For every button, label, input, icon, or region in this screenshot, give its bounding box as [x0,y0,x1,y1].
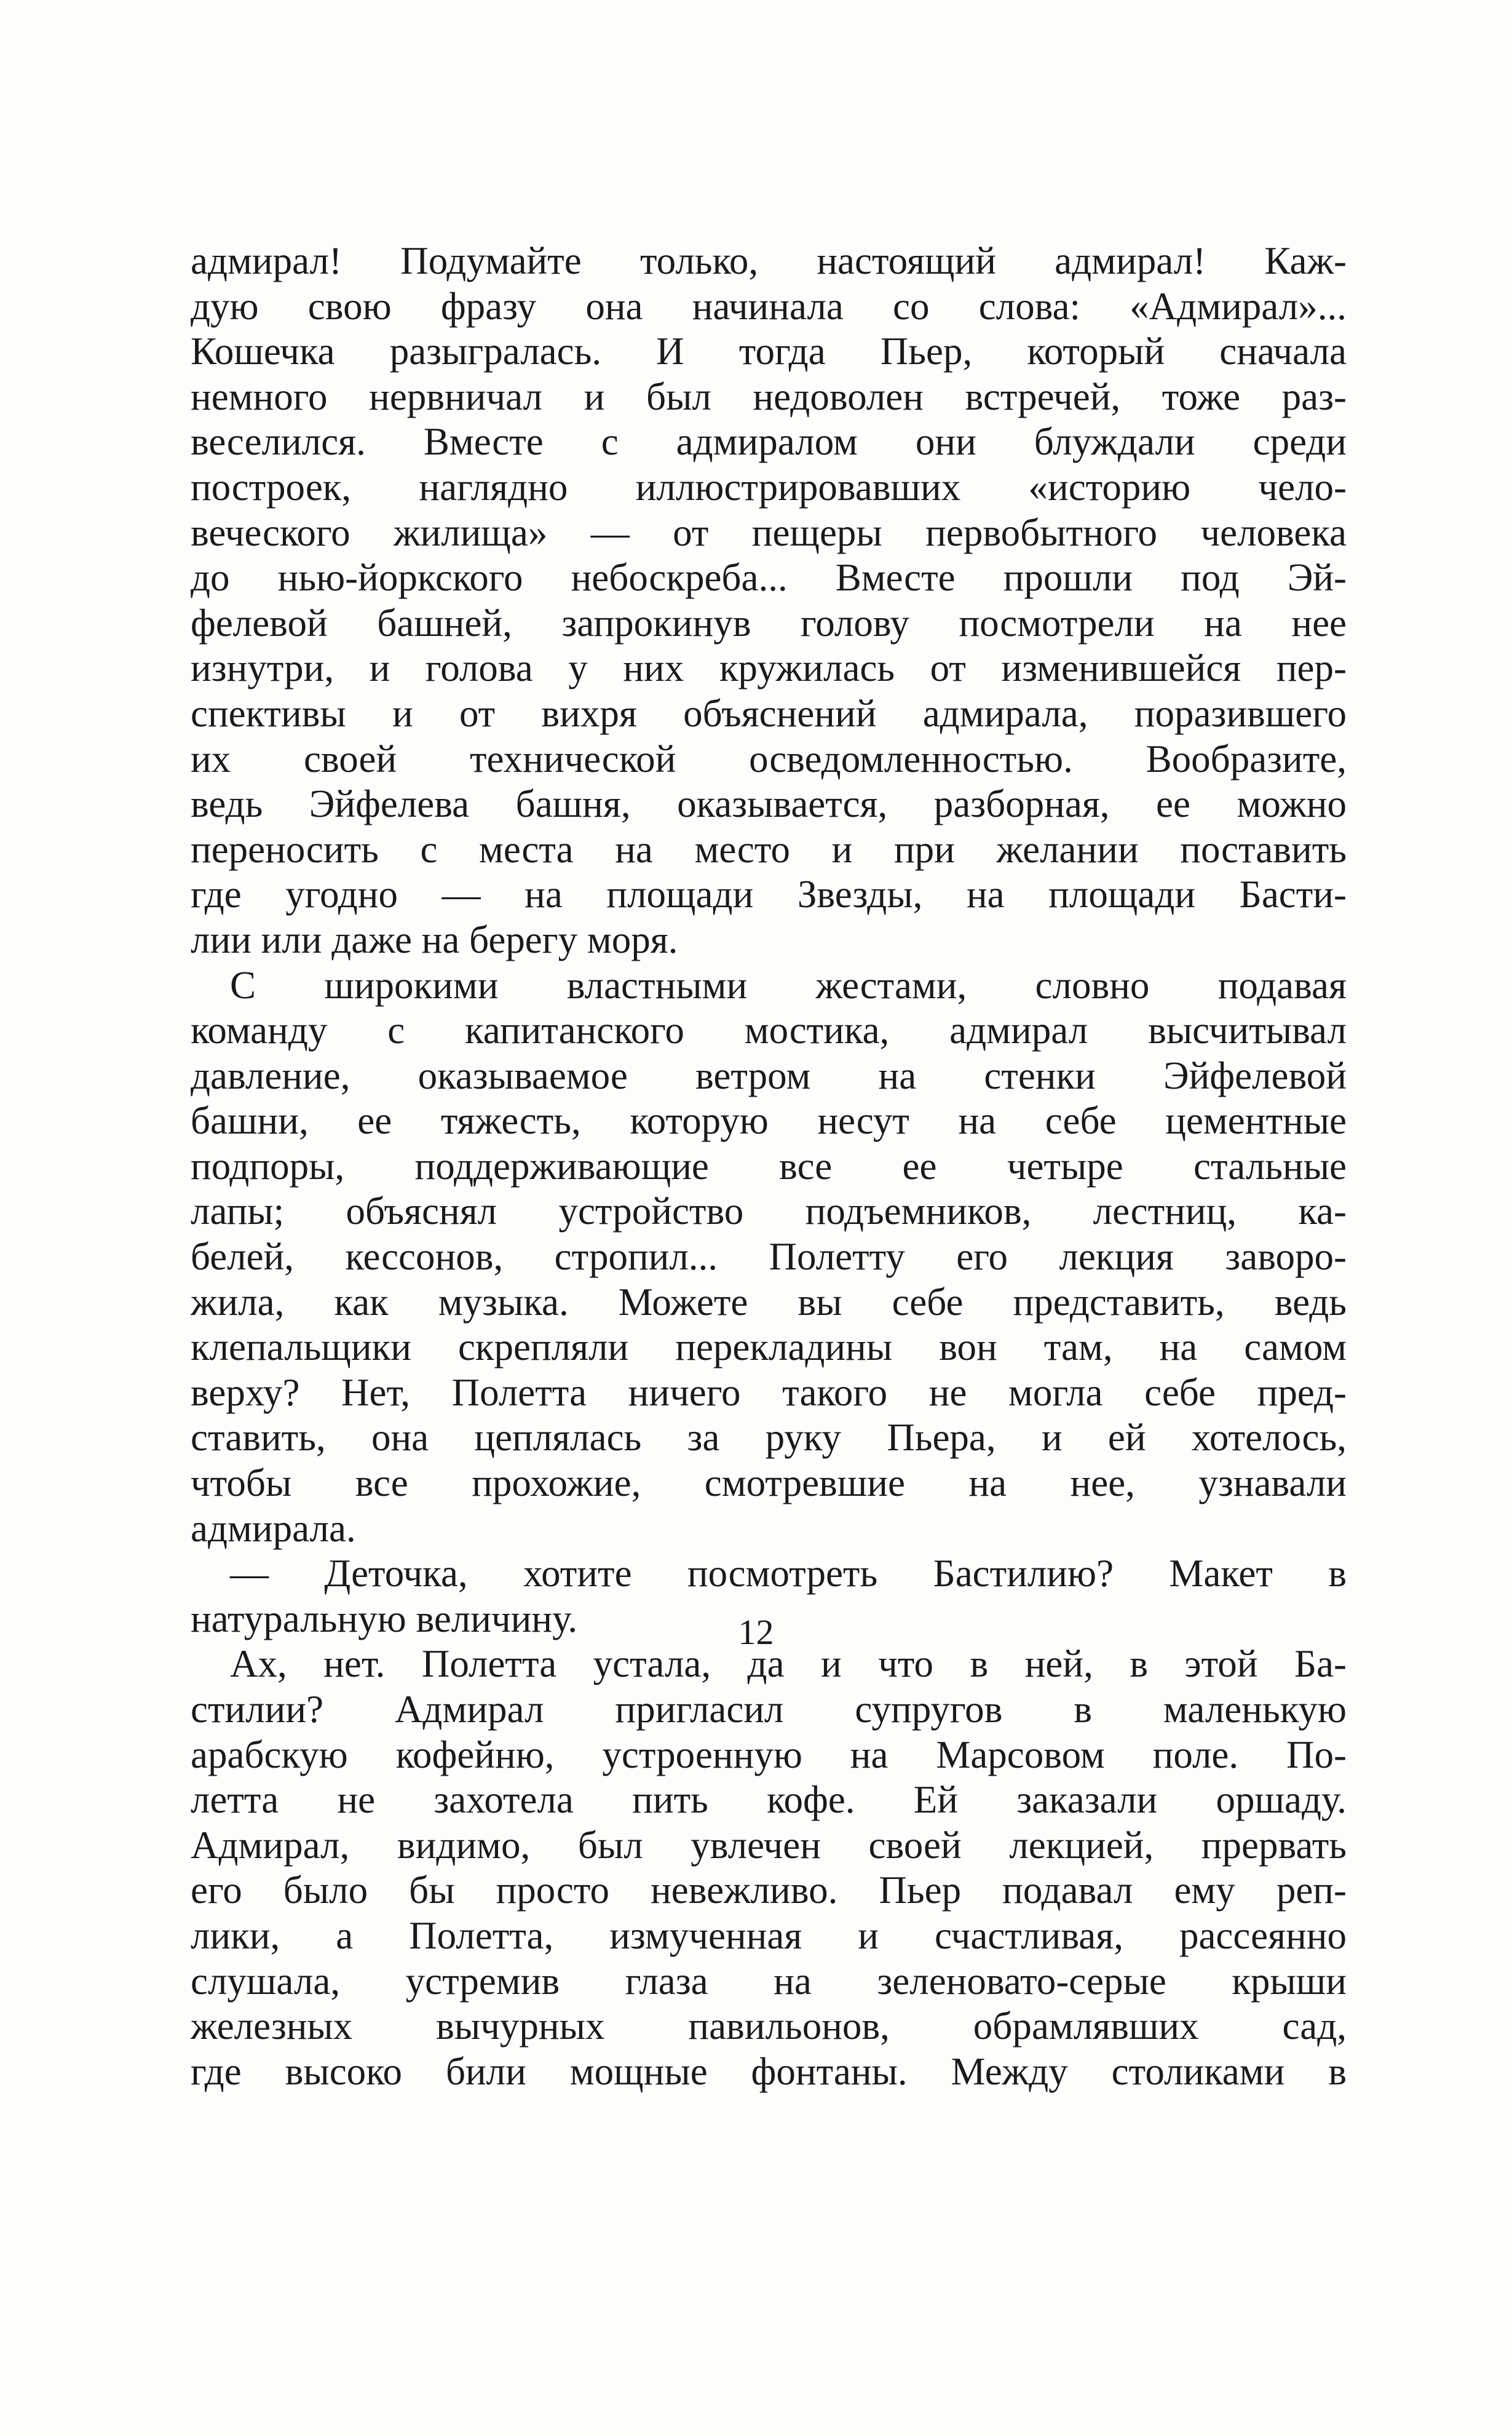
text-line: С широкими властными жестами, словно подавая [230,963,1347,1007]
text-line: ставить, она цеплялась за руку Пьера, и ей хотелось, [191,1416,1347,1460]
text-line: давление, оказываемое ветром на стенки Эйфелевой [191,1054,1347,1097]
text-line: летта не захотела пить кофе. Ей заказали оршаду. [191,1778,1347,1822]
page-number: 12 [738,1612,774,1652]
text-line: Кошечка разыгралась. И тогда Пьер, который сначала [191,330,1347,373]
text-line: где угодно — на площади Звезды, на площади Басти- [191,873,1347,916]
text-line: его было бы просто невежливо. Пьер подавал ему реп- [191,1869,1347,1912]
text-line: Адмирал, видимо, был увлечен своей лекцией, прервать [191,1823,1347,1867]
text-line: изнутри, и голова у них кружилась от изменившейся пер- [191,646,1347,690]
text-line: спективы и от вихря объяснений адмирала, поразившего [191,691,1347,735]
text-line: натуральную величину. [191,1597,578,1640]
text-line: лики, а Полетта, измученная и счастливая, рассеянно [191,1913,1347,1957]
text-line: до нью-йоркского небоскреба... Вместе прошли под Эй- [191,556,1347,600]
text-line: клепальщики скрепляли перекладины вон там, на самом [191,1325,1347,1369]
text-line: башни, ее тяжесть, которую несут на себе цементные [191,1099,1347,1143]
text-line: дую свою фразу она начинала со слова: «Адмирал»... [191,284,1347,328]
text-line: слушала, устремив глаза на зеленовато-серые крыши [191,1959,1347,2003]
text-line: арабскую кофейню, устроенную на Марсовом поле. По- [191,1733,1347,1776]
text-line: верху? Нет, Полетта ничего такого не могла себе пред- [191,1370,1347,1414]
text-line: подпоры, поддерживающие все ее четыре стальные [191,1144,1347,1188]
text-line: немного нервничал и был недоволен встречей, тоже раз- [191,375,1347,418]
text-line: переносить с места на место и при желании поставить [191,827,1347,871]
text-line: адмирал! Подумайте только, настоящий адмирал! Каж- [191,239,1347,282]
text-line: веческого жилища» — от пещеры первобытного человека [191,510,1347,554]
body-text [191,239,1347,2094]
text-line: ведь Эйфелева башня, оказывается, разборная, ее можно [191,782,1347,826]
text-line: команду с капитанского мостика, адмирал высчитывал [191,1009,1347,1052]
text-line: Ах, нет. Полетта устала, да и что в ней, в этой Ба- [230,1642,1347,1686]
text-line: построек, наглядно иллюстрировавших «историю чело- [191,465,1347,509]
text-line: лапы; объяснял устройство подъемников, лестниц, ка- [191,1190,1347,1233]
text-line: их своей технической осведомленностью. Вообразите, [191,737,1347,781]
text-line: фелевой башней, запрокинув голову посмотрели на нее [191,601,1347,645]
text-line: железных вычурных павильонов, обрамлявших сад, [191,2004,1347,2048]
text-line: чтобы все прохожие, смотревшие на нее, узнавали [191,1461,1347,1505]
text-line: адмирала. [191,1506,356,1550]
text-line: жила, как музыка. Можете вы себе представить, ведь [191,1280,1347,1324]
text-line: — Деточка, хотите посмотреть Бастилию? Макет в [230,1552,1347,1595]
text-line: лии или даже на берегу моря. [191,918,678,961]
text-line: где высоко били мощные фонтаны. Между столиками в [191,2049,1347,2093]
text-line: белей, кессонов, стропил... Полетту его лекция заворо- [191,1235,1347,1279]
text-line: веселился. Вместе с адмиралом они блуждали среди [191,420,1347,464]
text-line: стилии? Адмирал пригласил супругов в маленькую [191,1688,1347,1731]
